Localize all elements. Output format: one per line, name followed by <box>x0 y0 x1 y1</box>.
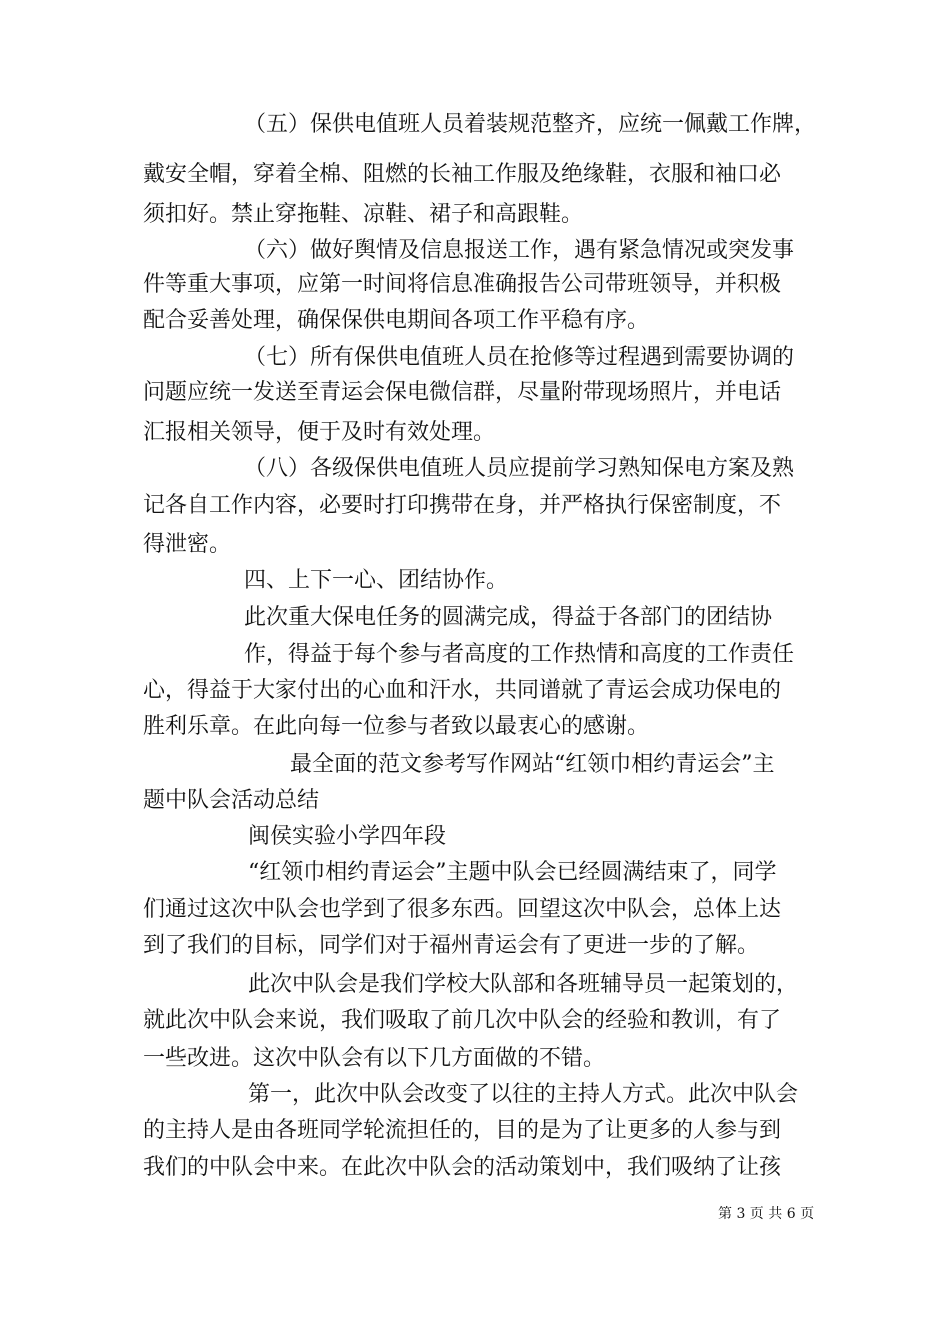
paragraph-7-line-2: 问题应统一发送至青运会保电微信群，尽量附带现场照片，并电话 <box>143 380 782 405</box>
closing-paragraph-line-2: 作，得益于每个参与者高度的工作热情和高度的工作责任 <box>244 642 795 667</box>
paragraph-6-line-2: 件等重大事项，应第一时间将信息准确报告公司带班领导，并积极 <box>143 272 782 297</box>
planning-paragraph-line-2: 就此次中队会来说，我们吸取了前几次中队会的经验和教训，有了 <box>143 1008 782 1033</box>
paragraph-5-line-3: 须扣好。禁止穿拖鞋、凉鞋、裙子和高跟鞋。 <box>143 202 584 227</box>
paragraph-8-line-3: 得泄密。 <box>143 532 232 557</box>
closing-paragraph-line-1: 此次重大保电任务的圆满完成，得益于各部门的团结协 <box>244 605 773 630</box>
planning-paragraph-line-3: 一些改进。这次中队会有以下几方面做的不错。 <box>143 1046 606 1071</box>
first-point-line-2: 的主持人是由各班同学轮流担任的，目的是为了让更多的人参与到 <box>143 1118 782 1143</box>
paragraph-7-line-1: （七）所有保供电值班人员在抢修等过程遇到需要协调的 <box>244 345 795 370</box>
paragraph-6-line-1: （六）做好舆情及信息报送工作，遇有紧急情况或突发事 <box>244 238 795 263</box>
paragraph-5-line-1: （五）保供电值班人员着装规范整齐，应统一佩戴工作牌， <box>244 112 817 137</box>
closing-paragraph-line-3: 心，得益于大家付出的心血和汗水，共同谱就了青运会成功保电的 <box>143 678 782 703</box>
first-point-line-3: 我们的中队会中来。在此次中队会的活动策划中，我们吸纳了让孩 <box>143 1155 782 1180</box>
paragraph-8-line-2: 记各自工作内容，必要时打印携带在身，并严格执行保密制度，不 <box>143 493 782 518</box>
article-title-line-1: 最全面的范文参考写作网站“红领巾相约青运会”主 <box>290 752 775 777</box>
intro-paragraph-line-3: 到了我们的目标，同学们对于福州青运会有了更进一步的了解。 <box>143 933 760 958</box>
intro-paragraph-line-2: 们通过这次中队会也学到了很多东西。回望这次中队会，总体上达 <box>143 897 782 922</box>
paragraph-8-line-1: （八）各级保供电值班人员应提前学习熟知保电方案及熟 <box>244 456 795 481</box>
article-title-line-2: 题中队会活动总结 <box>143 788 320 813</box>
first-point-line-1: 第一，此次中队会改变了以往的主持人方式。此次中队会 <box>248 1082 799 1107</box>
page-number: 第 3 页 共 6 页 <box>718 1206 815 1222</box>
section-heading-4: 四、上下一心、团结协作。 <box>244 568 509 593</box>
planning-paragraph-line-1: 此次中队会是我们学校大队部和各班辅导员一起策划的， <box>248 972 799 997</box>
paragraph-5-line-2: 戴安全帽，穿着全棉、阻燃的长袖工作服及绝缘鞋，衣服和袖口必 <box>143 162 782 187</box>
intro-paragraph-line-1: “红领巾相约青运会”主题中队会已经圆满结束了，同学 <box>248 860 777 885</box>
paragraph-6-line-3: 配合妥善处理，确保保供电期间各项工作平稳有序。 <box>143 308 650 333</box>
closing-paragraph-line-4: 胜利乐章。在此向每一位参与者致以最衷心的感谢。 <box>143 714 650 739</box>
school-name: 闽侯实验小学四年段 <box>248 824 447 849</box>
paragraph-7-line-3: 汇报相关领导，便于及时有效处理。 <box>143 420 496 445</box>
